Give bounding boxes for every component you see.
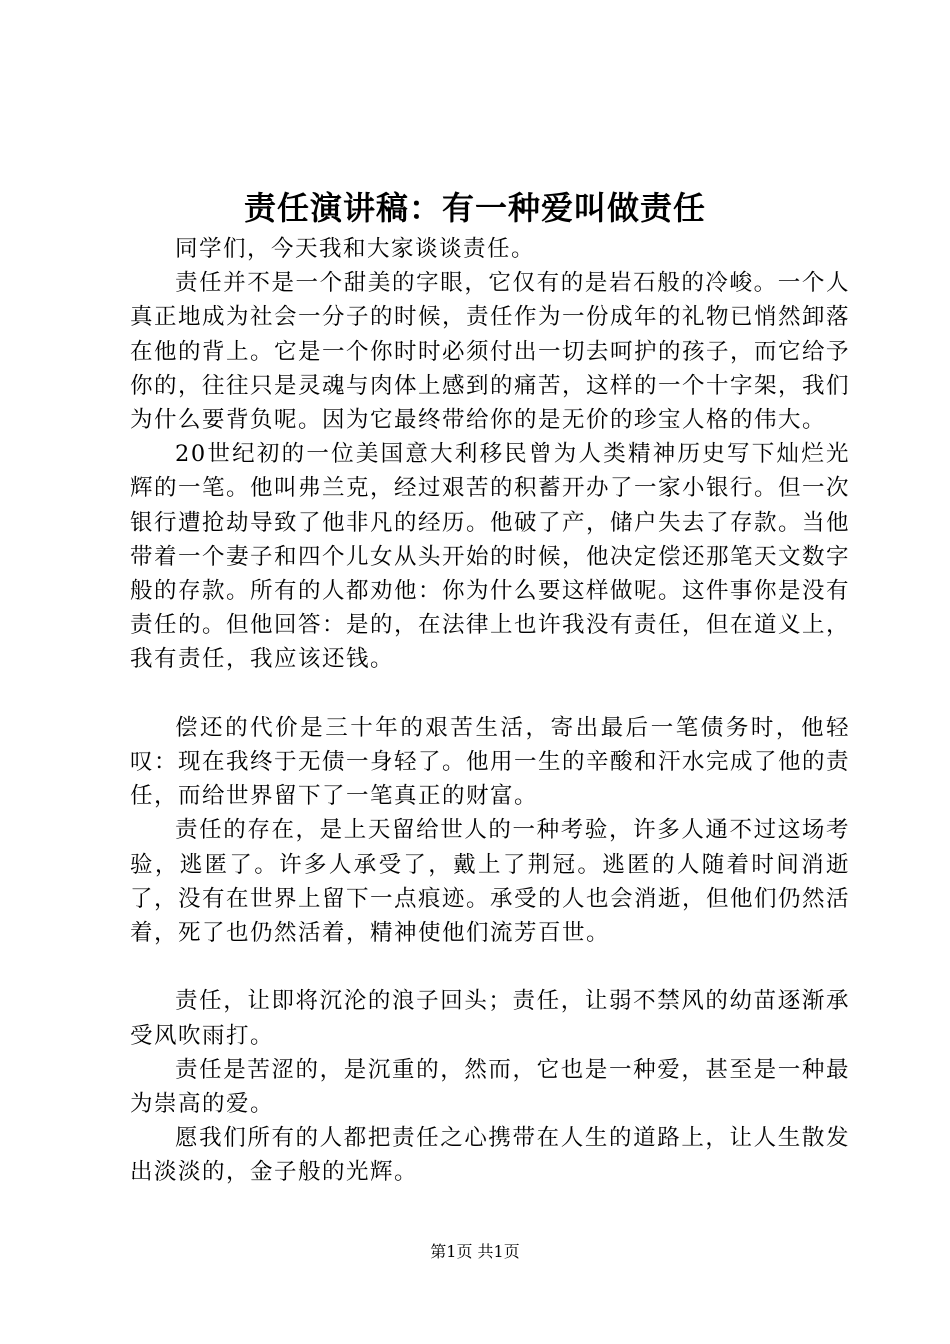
article-body bbox=[130, 232, 850, 1190]
paragraph-responsibility-is-love: 责任是苦涩的，是沉重的，然而，它也是一种爱，甚至是一种最为崇高的爱。 bbox=[130, 1056, 850, 1118]
paragraph-repayment: 偿还的代价是三十年的艰苦生活，寄出最后一笔债务时，他轻叹：现在我终于无债一身轻了。他用一生的辛酸和汗水完成了他的责任，而给世界留下了一笔真正的财富。 bbox=[130, 714, 851, 810]
paragraph-frank-story: 20世纪初的一位美国意大利移民曾为人类精神历史写下灿烂光辉的一笔。他叫弗兰克，经过艰苦的积蓄开办了一家小银行。但一次银行遭抢劫导致了他非凡的经历。他破了产，储户失去了存款。当他带着一个妻子和四个儿女从头开始的时候，他决定偿还那笔天文数字般的存款。所有的人都劝他：你为什么要这样做呢。这件事你是没有责任的。但他回答：是的，在法律上也许我没有责任，但在道义上，我有责任，我应该还钱。 bbox=[130, 441, 851, 673]
paragraph-power-of-responsibility: 责任，让即将沉沦的浪子回头；责任，让弱不禁风的幼苗逐渐承受风吹雨打。 bbox=[130, 988, 850, 1049]
paragraph-responsibility-definition: 责任并不是一个甜美的字眼，它仅有的是岩石般的冷峻。一个人真正地成为社会一分子的时候，责任作为一份成年的礼物已悄然卸落在他的背上。它是一个你时时必须付出一切去呵护的孩子，而它给予你的，往往只是灵魂与肉体上感到的痛苦，这样的一个十字架，我们为什么要背负呢。因为它最终带给你的是无价的珍宝人格的伟大。 bbox=[130, 270, 851, 434]
paragraph-greeting: 同学们，今天我和大家谈谈责任。 bbox=[175, 236, 536, 262]
paragraph-closing-wish: 愿我们所有的人都把责任之心携带在人生的道路上，让人生散发出淡淡的，金子般的光辉。 bbox=[130, 1125, 850, 1186]
page-title: 责任演讲稿：有一种爱叫做责任 bbox=[243, 189, 706, 227]
page-number-footer: 第1页 共1页 bbox=[430, 1242, 520, 1261]
paragraph-test-of-responsibility: 责任的存在，是上天留给世人的一种考验，许多人通不过这场考验，逃匿了。许多人承受了，戴上了荆冠。逃匿的人随着时间消逝了，没有在世界上留下一点痕迹。承受的人也会消逝，但他们仍然活着，死了也仍然活着，精神使他们流芳百世。 bbox=[130, 817, 851, 947]
